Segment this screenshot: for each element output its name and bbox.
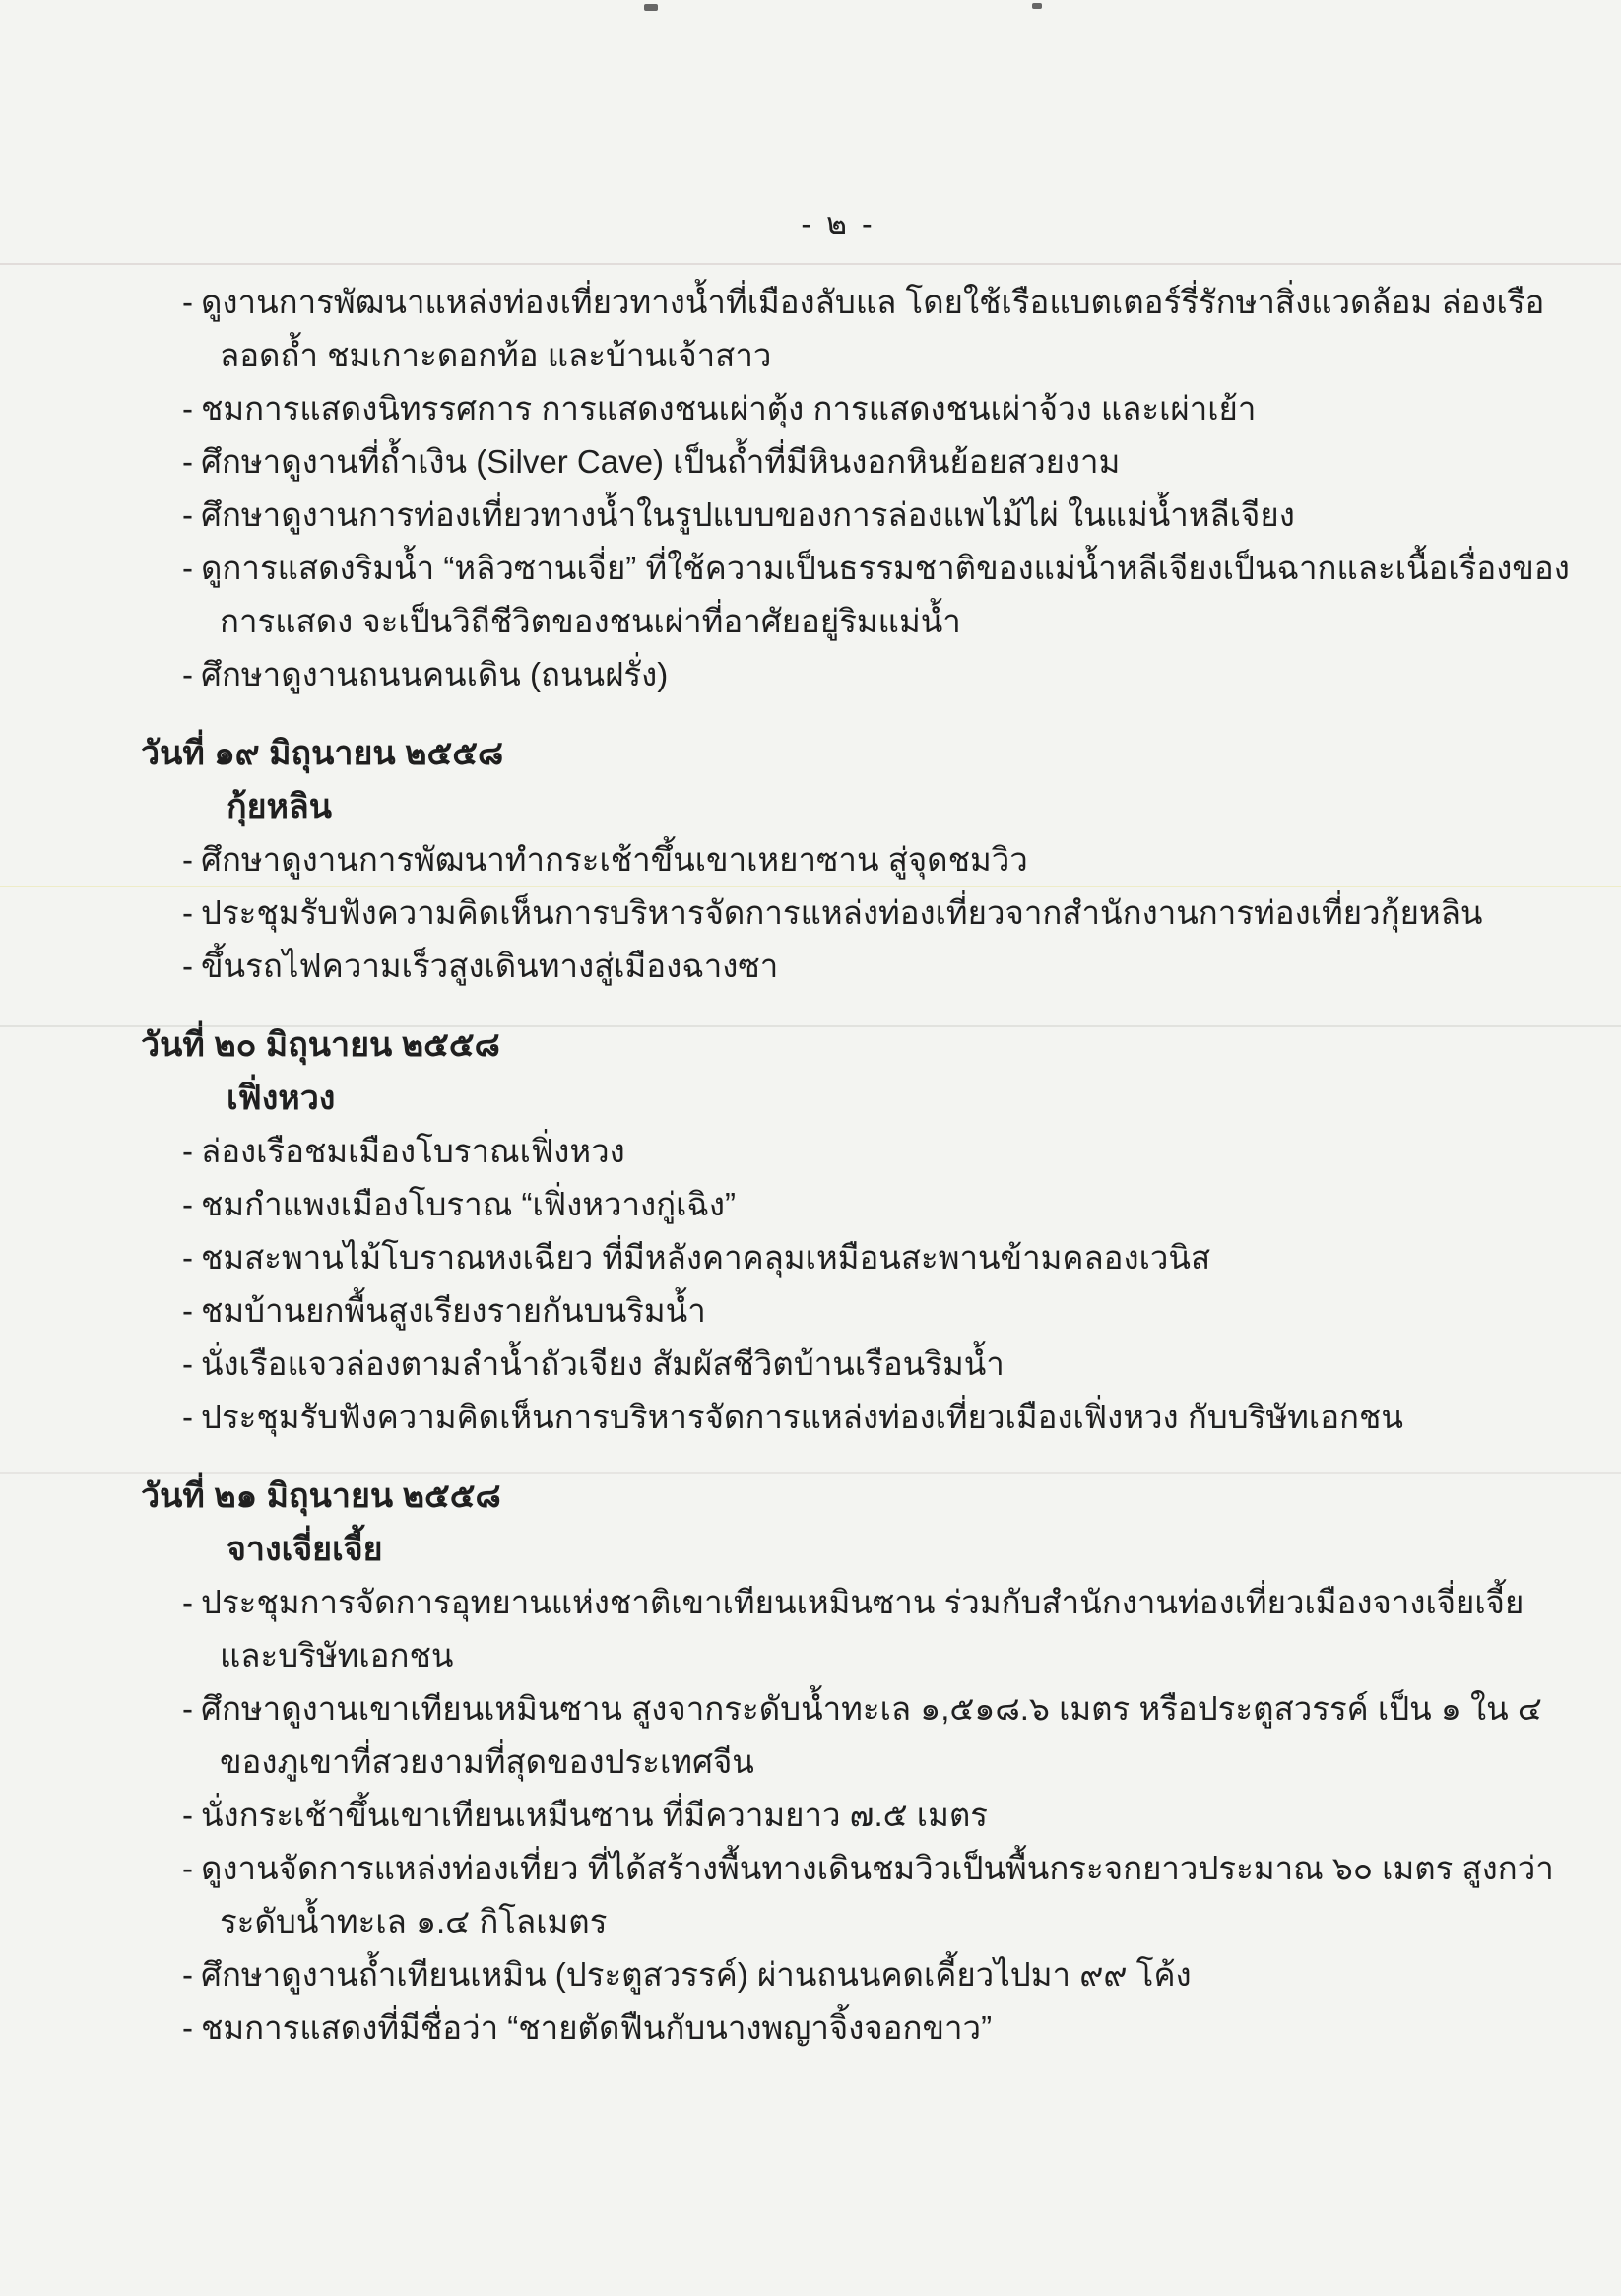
bullet-text: ดูงานจัดการแหล่งท่องเที่ยว ที่ได้สร้างพื้นทางเดินชมวิวเป็นพื้นกระจกยาวประมาณ ๖๐ เมตร สูงกว่า [201,1850,1554,1886]
bullet-marker: - [182,550,193,586]
bullet-line [182,489,1562,542]
bullet-text: นั่งเรือแจวล่องตามลำน้ำถัวเจียง สัมผัสชีวิตบ้านเรือนริมน้ำ [201,1345,1005,1382]
continuation-line: ลอดถ้ำ ชมเกาะดอกท้อ และบ้านเจ้าสาว [220,337,772,373]
bullet-line [182,886,1562,940]
date-heading: วันที่ ๑๙ มิถุนายน ๒๕๕๘ [141,735,504,772]
bullet-line [182,2001,1562,2055]
bullet-line [182,1284,1562,1338]
bullet-text: ดูงานการพัฒนาแหล่งท่องเที่ยวทางน้ำที่เมืองลับแล โดยใช้เรือแบตเตอร์รี่รักษาสิ่งแวดล้อม ล่องเรือ [201,284,1545,320]
bullet-text: ชมการแสดงที่มีชื่อว่า “ชายตัดฟืนกับนางพญาจิ้งจอกขาว” [201,2009,993,2046]
bullet-text: ศึกษาดูงานถนนคนเดิน (ถนนฝรั่ง) [201,656,669,692]
bullet-item [0,648,1562,701]
bullet-marker: - [182,1584,193,1620]
bullet-text: ขึ้นรถไฟความเร็วสูงเดินทางสู่เมืองฉางซา [201,948,779,984]
scan-artifact-line [0,263,1621,265]
bullet-item [0,1125,1562,1178]
bullet-line [182,1125,1562,1178]
bullet-text: ชมกำแพงเมืองโบราณ “เฟิ่งหวางกู่เฉิง” [201,1186,736,1222]
place-subheading: กุ้ยหลิน [227,788,332,825]
bullet-item [0,1391,1562,1444]
scan-artifact-speck [1032,3,1042,9]
bullet-line [182,1842,1562,1895]
bullet-item [0,276,1562,382]
document-body [0,276,1570,2055]
day-section [0,1018,1562,1444]
bullet-item [0,1178,1562,1231]
bullet-marker: - [182,1239,193,1276]
bullet-item [0,1789,1562,1842]
bullet-line [182,1789,1562,1842]
bullet-marker: - [182,1956,193,1993]
bullet-line [182,648,1562,701]
bullet-text: ล่องเรือชมเมืองโบราณเฟิ่งหวง [201,1133,625,1169]
page-number: - ๒ - [801,206,875,241]
bullet-item [0,435,1562,489]
continuation-line: การแสดง จะเป็นวิถีชีวิตของชนเผ่าที่อาศัยอยู่ริมแม่น้ำ [220,603,961,639]
bullet-text: ประชุมรับฟังความคิดเห็นการบริหารจัดการแหล่งท่องเที่ยวเมืองเฟิ่งหวง กับบริษัทเอกชน [201,1399,1403,1435]
bullet-item [0,1948,1562,2001]
bullet-marker: - [182,1186,193,1222]
date-heading: วันที่ ๒๑ มิถุนายน ๒๕๕๘ [141,1477,501,1515]
bullet-line [182,1231,1562,1284]
bullet-item [0,1284,1562,1338]
bullet-text: ศึกษาดูงานถ้ำเทียนเหมิน (ประตูสวรรค์) ผ่านถนนคดเคี้ยวไปมา ๙๙ โค้ง [201,1956,1192,1993]
bullet-item [0,542,1570,648]
bullet-item [0,489,1562,542]
bullet-line [182,1391,1562,1444]
bullet-text: ชมสะพานไม้โบราณหงเฉียว ที่มีหลังคาคลุมเหมือนสะพานข้ามคลองเวนิส [201,1239,1211,1276]
date-heading: วันที่ ๒๐ มิถุนายน ๒๕๕๘ [141,1026,500,1064]
bullet-line [182,1338,1562,1391]
bullet-text: ศึกษาดูงานเขาเทียนเหมินซาน สูงจากระดับน้ำทะเล ๑,๕๑๘.๖ เมตร หรือประตูสวรรค์ เป็น ๑ ใน ๔ [201,1690,1542,1727]
bullet-item [0,833,1562,886]
bullet-text: ศึกษาดูงานการท่องเที่ยวทางน้ำในรูปแบบของการล่องแพไม้ไผ่ ในแม่น้ำหลีเจียง [201,496,1295,533]
bullet-item [0,1576,1562,1682]
bullet-marker: - [182,841,193,878]
bullet-line [182,276,1562,329]
bullet-marker: - [182,1797,193,1833]
bullet-item [0,1842,1562,1948]
bullet-line [182,1576,1562,1629]
bullet-marker: - [182,656,193,692]
continuation-line: ระดับน้ำทะเล ๑.๔ กิโลเมตร [220,1903,608,1939]
bullet-item [0,1231,1562,1284]
bullet-line [182,940,1562,993]
bullet-marker: - [182,1292,193,1329]
bullet-marker: - [182,284,193,320]
bullet-line [182,833,1562,886]
place-subheading: เฟิ่งหวง [227,1080,336,1117]
scan-artifact-speck [644,4,658,11]
bullet-item [0,1682,1562,1789]
bullet-marker: - [182,1690,193,1727]
bullet-text: ประชุมรับฟังความคิดเห็นการบริหารจัดการแหล่งท่องเที่ยวจากสำนักงานการท่องเที่ยวกุ้ยหลิน [201,894,1483,931]
bullet-text: ศึกษาดูงานที่ถ้ำเงิน (Silver Cave) เป็นถ้ำที่มีหินงอกหินย้อยสวยงาม [201,443,1121,480]
bullet-item [0,1338,1562,1391]
bullet-line [182,1682,1562,1736]
bullet-marker: - [182,2009,193,2046]
bullet-item [0,382,1562,435]
bullet-line [182,435,1562,489]
bullet-text: ชมการแสดงนิทรรศการ การแสดงชนเผ่าตุ้ง การแสดงชนเผ่าจ้วง และเผ่าเย้า [201,390,1257,426]
bullet-text: ศึกษาดูงานการพัฒนาทำกระเช้าขึ้นเขาเหยาซาน สู่จุดชมวิว [201,841,1028,878]
bullet-line [182,542,1570,595]
bullet-text: ชมบ้านยกพื้นสูงเรียงรายกันบนริมน้ำ [201,1292,706,1329]
bullet-marker: - [182,948,193,984]
bullet-marker: - [182,894,193,931]
place-subheading: จางเจี่ยเจี้ย [227,1531,383,1568]
day-section [0,727,1562,993]
bullet-item [0,886,1562,940]
bullet-marker: - [182,390,193,426]
bullet-marker: - [182,1133,193,1169]
bullet-marker: - [182,496,193,533]
bullet-marker: - [182,1399,193,1435]
continuation-line: ของภูเขาที่สวยงามที่สุดของประเทศจีน [220,1743,754,1780]
bullet-item [0,940,1562,993]
bullet-text: ดูการแสดงริมน้ำ “หลิวซานเจี่ย” ที่ใช้ความเป็นธรรมชาติของแม่น้ำหลีเจียงเป็นฉากและเนื้อเรื่องของ [201,550,1570,586]
continuation-line: และบริษัทเอกชน [220,1637,454,1673]
bullet-line [182,1948,1562,2001]
bullet-marker: - [182,1850,193,1886]
day-section [0,276,1570,701]
bullet-text: นั่งกระเช้าขึ้นเขาเทียนเหมืนซาน ที่มีความยาว ๗.๕ เมตร [201,1797,988,1833]
bullet-text: ประชุมการจัดการอุทยานแห่งชาติเขาเทียนเหมินซาน ร่วมกับสำนักงานท่องเที่ยวเมืองจางเจี่ยเจี้ย [201,1584,1524,1620]
bullet-marker: - [182,443,193,480]
day-section [0,1470,1562,2055]
bullet-marker: - [182,1345,193,1382]
bullet-line [182,382,1562,435]
bullet-item [0,2001,1562,2055]
bullet-line [182,1178,1562,1231]
